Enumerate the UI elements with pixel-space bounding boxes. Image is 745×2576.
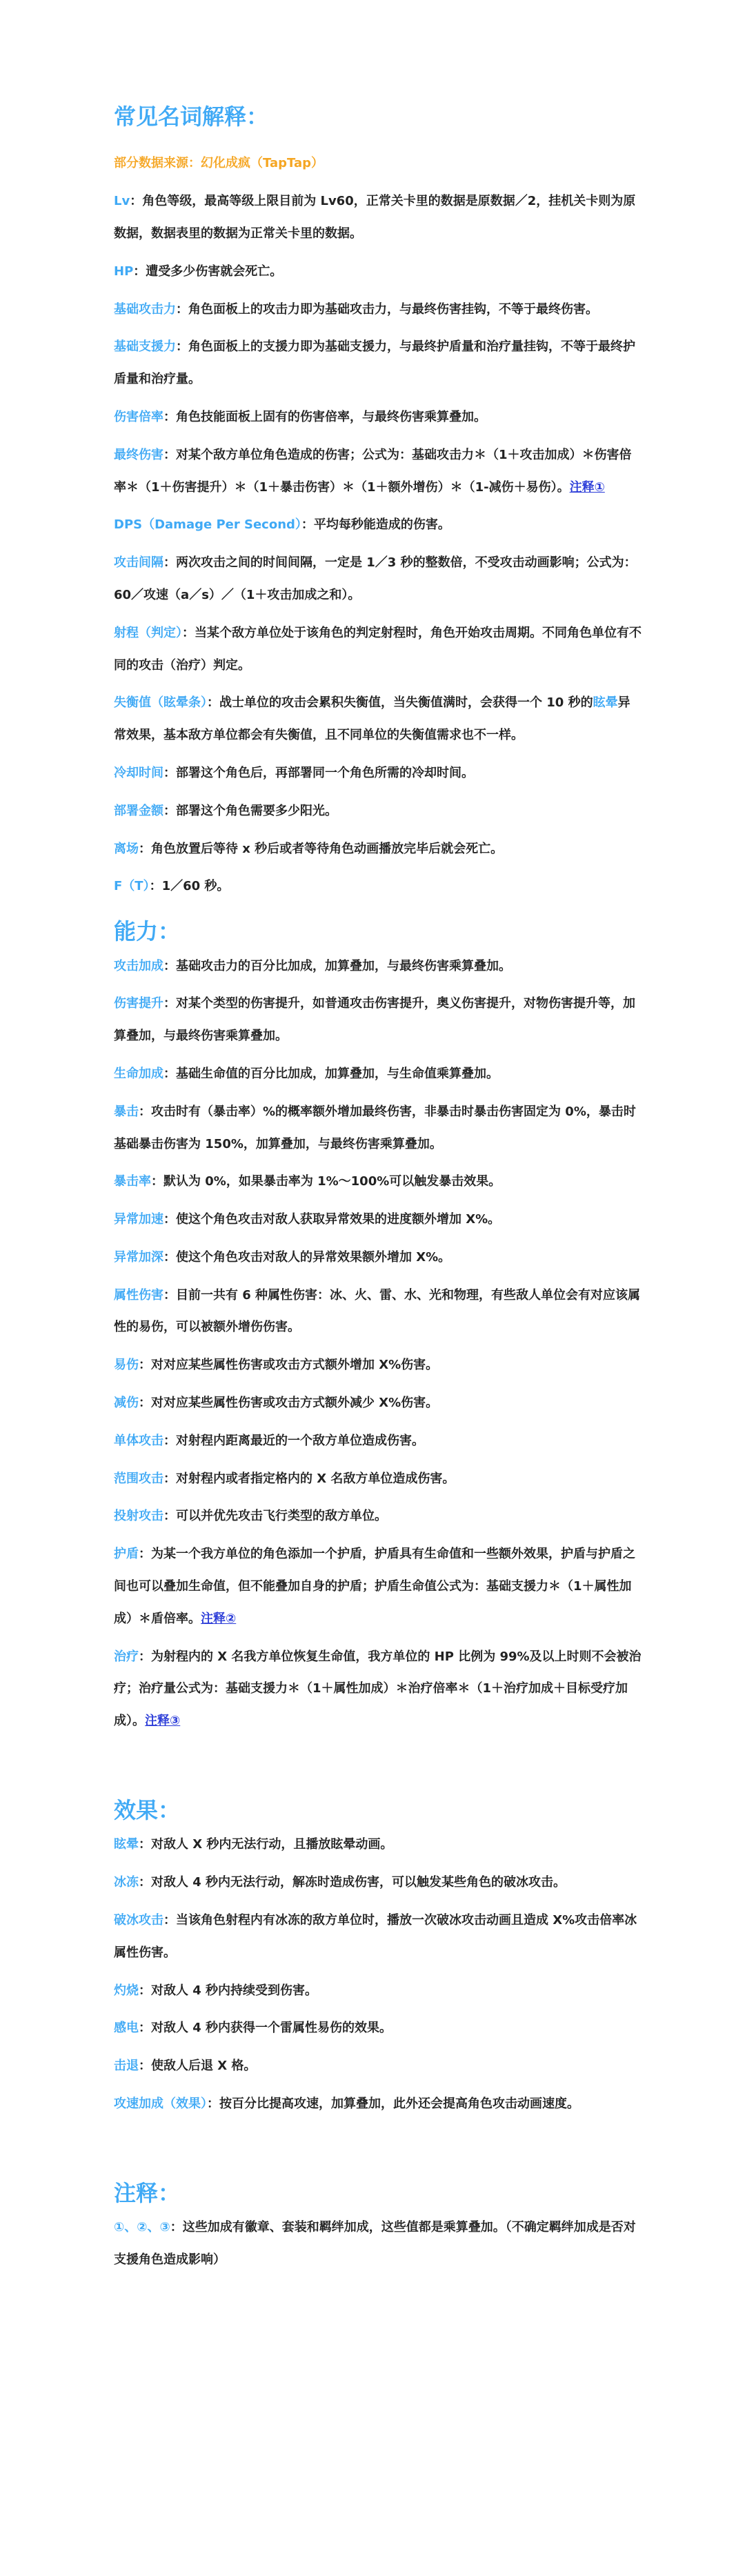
term-separator: ： (151, 1174, 163, 1189)
ability-entry (114, 1463, 642, 1496)
ability-entry (114, 1166, 642, 1198)
term-description: 角色放置后等待 x 秒后或者等待角色动画播放完毕后就会死亡。 (151, 841, 504, 856)
term-separator: ： (139, 1104, 151, 1119)
term-label: 最终伤害 (114, 447, 163, 462)
term-label: HP (114, 264, 134, 279)
term-description: 平均每秒能造成的伤害。 (313, 517, 450, 533)
term-label: 眩晕 (114, 1837, 139, 1852)
term-label: 生命加成 (114, 1066, 163, 1081)
note-link[interactable]: 注释③ (145, 1714, 181, 1729)
inline-term-label: 眩晕 (593, 695, 618, 711)
term-entry (114, 795, 642, 828)
effect-entry (114, 2050, 642, 2083)
term-entry (114, 294, 642, 326)
term-separator: ： (163, 1433, 176, 1448)
term-separator: ： (163, 1913, 176, 1928)
term-description: 对敌人 X 秒内无法行动，且播放眩晕动画。 (151, 1837, 393, 1852)
effect-entry (114, 2012, 642, 2045)
ability-entry (114, 1538, 642, 1635)
term-entry (114, 687, 642, 752)
ability-entry (114, 1280, 642, 1345)
term-entry (114, 439, 642, 504)
term-label: 减伤 (114, 1396, 139, 1411)
notes-section-title: 注释： (114, 2179, 181, 2206)
term-separator: ： (139, 2021, 151, 2036)
term-description: 战士单位的攻击会累积失衡值，当失衡值满时，会获得一个 10 秒的 (219, 695, 593, 711)
term-description: 部署这个角色需要多少阳光。 (176, 803, 337, 818)
ability-entry (114, 988, 642, 1053)
term-label: 治疗 (114, 1649, 139, 1664)
term-label: DPS（Damage Per Second） (114, 517, 301, 533)
term-description: 基础生命值的百分比加成，加算叠加，与生命值乘算叠加。 (176, 1066, 499, 1081)
term-description: 攻击时有（暴击率）%的概率额外增加最终伤害，非暴击时暴击伤害固定为 0%，暴击时基础暴击伤害为 150%，加算叠加，与最终伤害乘算叠加。 (114, 1104, 636, 1151)
term-description-continued: 异常效果，基本敌方单位都会有失衡值，且不同单位的失衡值需求也不一样。 (114, 695, 630, 743)
term-label: 范围攻击 (114, 1471, 163, 1486)
note-link[interactable]: 注释② (201, 1611, 237, 1626)
term-label: 伤害倍率 (114, 409, 163, 424)
term-separator: ： (163, 1066, 176, 1081)
term-label: 投射攻击 (114, 1509, 163, 1524)
term-description: 对对应某些属性伤害或攻击方式额外增加 X%伤害。 (151, 1358, 439, 1373)
term-description: 对射程内距离最近的一个敌方单位造成伤害。 (176, 1433, 424, 1448)
term-description: 默认为 0%，如果暴击率为 1%～100%可以触发暴击效果。 (163, 1174, 501, 1189)
term-label: 攻击加成 (114, 958, 163, 973)
term-separator: ： (139, 1547, 151, 1562)
term-entry (114, 833, 642, 866)
term-label: 攻击间隔 (114, 555, 163, 571)
notes-body: 这些加成有徽章、套装和羁绊加成，这些值都是乘算叠加。（不确定羁绊加成是否对支援角色造成影响） (114, 2220, 636, 2267)
term-separator: ： (163, 409, 176, 424)
effect-list (114, 1829, 642, 2120)
term-label: 护盾 (114, 1547, 139, 1562)
term-description: 对敌人 4 秒内获得一个雷属性易伤的效果。 (151, 2021, 393, 2036)
ability-entry (114, 1096, 642, 1161)
effect-section-title: 效果： (114, 1797, 181, 1824)
term-separator: ： (207, 695, 219, 711)
note-link[interactable]: 注释① (569, 479, 605, 495)
term-separator: ： (139, 1983, 151, 1998)
term-description: 角色等级，最高等级上限目前为 Lv60，正常关卡里的数据是原数据／2，挂机关卡则为原数据，数据表里的数据为正常关卡里的数据。 (114, 194, 636, 241)
term-label: 离场 (114, 841, 139, 856)
effect-entry (114, 2088, 642, 2121)
term-label: 属性伤害 (114, 1287, 163, 1302)
effect-entry (114, 1905, 642, 1970)
term-description: 角色技能面板上固有的伤害倍率，与最终伤害乘算叠加。 (176, 409, 486, 424)
term-description: 使这个角色攻击对敌人获取异常效果的进度额外增加 X%。 (176, 1212, 501, 1227)
ability-section-title: 能力： (114, 918, 181, 945)
term-entry (114, 256, 642, 288)
term-separator: ： (163, 1249, 176, 1265)
term-entry (114, 871, 642, 903)
term-description: 对某个敌方单位角色造成的伤害；公式为：基础攻击力＊（1＋攻击加成）＊伤害倍率＊（1＋伤害提升）＊（1＋暴击伤害）＊（1＋额外增伤）＊（1-减伤＋易伤）。 (114, 447, 632, 495)
term-description: 目前一共有 6 种属性伤害：冰、火、雷、水、光和物理，有些敌人单位会有对应该属性的易伤，可以被额外增伤伤害。 (114, 1287, 641, 1335)
term-separator: ： (163, 1471, 176, 1486)
term-description: 为某一个我方单位的角色添加一个护盾，护盾具有生命值和一些额外效果，护盾与护盾之间也可以叠加生命值，但不能叠加自身的护盾；护盾生命值公式为：基础支援力＊（1＋属性加成）＊盾倍率。 (114, 1547, 635, 1626)
term-separator: ： (163, 803, 176, 818)
ability-entry (114, 1387, 642, 1420)
data-source-note: 部分数据来源：幻化成疯（TapTap） (114, 156, 324, 171)
notes-markers: ①、②、③ (114, 2220, 170, 2235)
term-separator: ： (163, 958, 176, 973)
term-separator: ： (133, 264, 146, 279)
term-entry (114, 617, 642, 682)
term-label: 冰冻 (114, 1875, 139, 1890)
ability-entry (114, 1058, 642, 1091)
term-separator: ： (163, 1509, 176, 1524)
term-separator: ： (139, 1875, 151, 1890)
term-label: 伤害提升 (114, 996, 163, 1011)
term-label: 灼烧 (114, 1983, 139, 1998)
term-label: 攻速加成（效果） (114, 2097, 207, 2112)
term-entry (114, 547, 642, 612)
term-label: 部署金额 (114, 803, 163, 818)
term-label: 易伤 (114, 1358, 139, 1373)
term-description: 使敌人后退 X 格。 (151, 2059, 257, 2074)
term-description: 两次攻击之间的时间间隔，一定是 1／3 秒的整数倍，不受攻击动画影响；公式为：60／攻速（a／s）／（1＋攻击加成之和）。 (114, 555, 637, 602)
term-separator: ： (182, 625, 195, 640)
term-label: 感电 (114, 2021, 139, 2036)
term-entry (114, 509, 642, 542)
term-description: 遭受多少伤害就会死亡。 (146, 264, 283, 279)
term-separator: ： (139, 2059, 151, 2074)
term-label: 单体攻击 (114, 1433, 163, 1448)
term-separator: ： (130, 194, 143, 209)
term-separator: ： (149, 879, 162, 894)
effect-entry (114, 1975, 642, 2008)
term-description: 角色面板上的支援力即为基础支援力，与最终护盾量和治疗量挂钩，不等于最终护盾量和治疗量。 (114, 339, 635, 387)
term-label: 异常加速 (114, 1212, 163, 1227)
term-description: 当某个敌方单位处于该角色的判定射程时，角色开始攻击周期。不同角色单位有不同的攻击（治疗）判定。 (114, 625, 642, 673)
term-label: 击退 (114, 2059, 139, 2074)
ability-entry (114, 951, 642, 983)
term-description: 部署这个角色后，再部署同一个角色所需的冷却时间。 (176, 765, 474, 780)
term-description: 对敌人 4 秒内持续受到伤害。 (151, 1983, 318, 1998)
term-label: 失衡值（眩晕条） (114, 695, 207, 711)
term-separator: ： (139, 1358, 151, 1373)
ability-list (114, 951, 642, 1738)
term-description: 对敌人 4 秒内无法行动，解冻时造成伤害，可以触发某些角色的破冰攻击。 (151, 1875, 566, 1890)
term-separator: ： (163, 447, 176, 462)
term-label: Lv (114, 194, 130, 209)
term-description: 对射程内或者指定格内的 X 名敌方单位造成伤害。 (176, 1471, 455, 1486)
notes-paragraph (114, 2212, 642, 2277)
term-separator: ： (139, 1396, 151, 1411)
term-description: 使这个角色攻击对敌人的异常效果额外增加 X%。 (176, 1249, 451, 1265)
term-label: 异常加深 (114, 1249, 163, 1265)
ability-entry (114, 1349, 642, 1382)
term-description: 对对应某些属性伤害或攻击方式额外减少 X%伤害。 (151, 1396, 439, 1411)
term-separator: ： (139, 1837, 151, 1852)
term-label: 冷却时间 (114, 765, 163, 780)
term-separator: ： (163, 1212, 176, 1227)
term-label: F（T） (114, 879, 150, 894)
ability-entry (114, 1500, 642, 1533)
ability-entry (114, 1641, 642, 1738)
term-description: 基础攻击力的百分比加成，加算叠加，与最终伤害乘算叠加。 (176, 958, 511, 973)
term-separator: ： (163, 555, 176, 571)
term-entry (114, 186, 642, 250)
effect-entry (114, 1829, 642, 1861)
term-separator: ： (163, 996, 176, 1011)
term-separator: ： (176, 301, 188, 317)
effect-entry (114, 1867, 642, 1899)
terms-list (114, 186, 642, 903)
ability-entry (114, 1425, 642, 1458)
term-label: 破冰攻击 (114, 1913, 163, 1928)
terms-section-title: 常见名词解释： (114, 103, 269, 130)
term-description: 为射程内的 X 名我方单位恢复生命值，我方单位的 HP 比例为 99%及以上时则不会被治疗；治疗量公式为：基础支援力＊（1＋属性加成）＊治疗倍率＊（1＋治疗加成＋目标受疗加成）。 (114, 1649, 642, 1729)
term-description: 当该角色射程内有冰冻的敌方单位时，播放一次破冰攻击动画且造成 X%攻击倍率冰属性伤害。 (114, 1913, 637, 1960)
term-label: 暴击率 (114, 1174, 151, 1189)
term-description: 1／60 秒。 (161, 879, 230, 894)
term-label: 基础支援力 (114, 339, 176, 355)
term-label: 基础攻击力 (114, 301, 176, 317)
term-entry (114, 331, 642, 396)
term-separator: ： (176, 339, 188, 355)
term-separator: ： (301, 517, 314, 533)
term-description: 按百分比提高攻速，加算叠加，此外还会提高角色攻击动画速度。 (219, 2097, 579, 2112)
term-description: 角色面板上的攻击力即为基础攻击力，与最终伤害挂钩，不等于最终伤害。 (188, 301, 598, 317)
term-separator: ： (163, 1287, 176, 1302)
term-separator: ： (139, 1649, 151, 1664)
notes-separator: ： (170, 2220, 183, 2235)
ability-entry (114, 1204, 642, 1236)
term-description: 对某个类型的伤害提升，如普通攻击伤害提升，奥义伤害提升，对物伤害提升等，加算叠加，与最终伤害乘算叠加。 (114, 996, 635, 1044)
term-label: 暴击 (114, 1104, 139, 1119)
term-description: 可以并优先攻击飞行类型的敌方单位。 (176, 1509, 387, 1524)
term-separator: ： (207, 2097, 219, 2112)
term-separator: ： (163, 765, 176, 780)
term-label: 射程（判定） (114, 625, 182, 640)
ability-entry (114, 1242, 642, 1274)
term-entry (114, 402, 642, 434)
term-separator: ： (139, 841, 151, 856)
term-entry (114, 757, 642, 790)
